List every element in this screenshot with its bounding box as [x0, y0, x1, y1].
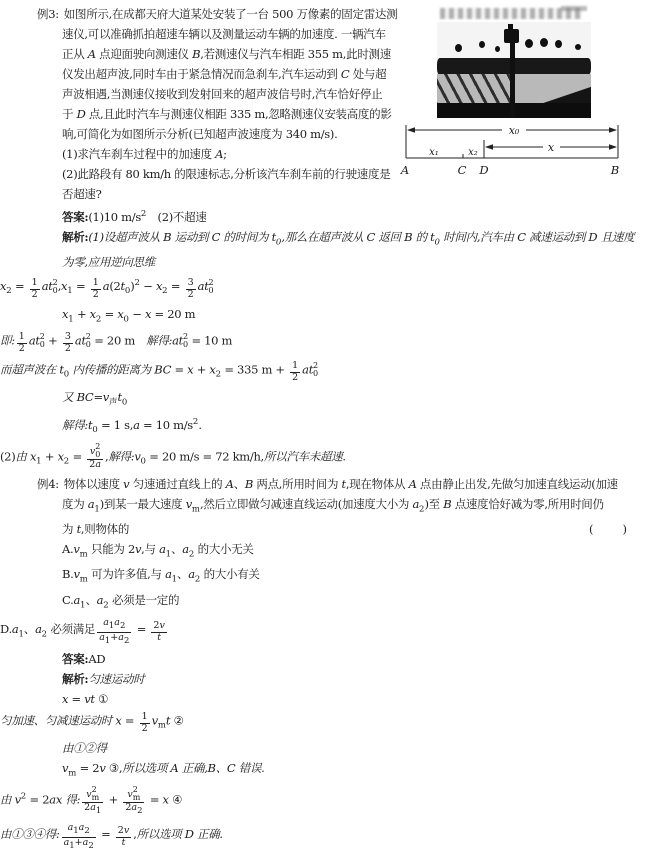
example4-analysis-1: 解析:匀速运动时	[62, 672, 145, 687]
option-d: $D.a_1$、$a_2$ 必须满足 $\frac{a_1a_2}{a_1+a_2}$ = $\frac{2v}{t}$	[0, 617, 165, 646]
equation-result-t0-a: 解得$:t_0 = 1$ s,a = 10 $m/s^2$.	[62, 416, 202, 435]
x1-label: x₁	[429, 147, 439, 158]
streetlight-icon	[479, 41, 485, 48]
conclusion-d: 由①③④得: $\frac{a_1a_2}{a_1+a_2}$ = $\frac{2v}{t}$ ,所以选项 D 正确.	[0, 822, 223, 851]
equation-1: x = vt ①	[62, 692, 109, 707]
speed-camera-photo	[437, 6, 591, 118]
example3-question-2b: 否超速?	[62, 187, 102, 201]
point-b-label: B	[610, 163, 620, 177]
example3-question-1: (1)求汽车刹车过程中的加速度 A;	[62, 147, 227, 161]
example3-question-2: (2)此路段有 80 km/h 的限速标志,分析该汽车刹车前的行驶速度是	[62, 167, 391, 181]
arrowhead	[485, 144, 493, 150]
photo-scene	[437, 22, 591, 118]
equation-bc-sound: 又 $BC=v_声t_0$	[62, 389, 128, 407]
photo-caption-blur-2	[561, 6, 587, 11]
equation-sum: $x_1 + x_2 = x_0 - x = 20$ m	[62, 306, 196, 324]
arrowhead	[609, 127, 617, 133]
streetlight-icon	[455, 44, 462, 52]
streetlight-icon	[555, 40, 562, 48]
equation-2: 匀加速、匀减速运动时 x = $\frac{1}{2}$ $v_mt$ ②	[0, 711, 184, 735]
choice-bracket: ( )	[589, 522, 629, 537]
equation-part2: (2)由 $x_1 + x_2$ = v 2 0 2a ,解得$:v_0 = 20$ m/s = 72 km/h,所以汽车未超速.	[0, 441, 346, 470]
example3-line-1: 例3: 如图所示,在成都天府大道某处安装了一台 500 万像素的固定雷达测	[37, 7, 398, 21]
example3-analysis-1: 解析:(1)设超声波从 B 运动到 C 的时间为 $t_0$,那么在超声波从 C 返回 B 的 $t_0$ 时间内,汽车由 C 减速运动到 D 且速度	[62, 229, 635, 248]
equation-3: $v_m = 2v$ ③,所以选项 A 正确,B、C 错误.	[62, 761, 265, 779]
point-c-label: C	[457, 163, 467, 177]
distance-diagram	[400, 121, 642, 179]
example3-label: 例3:	[37, 7, 59, 21]
option-b: $B.v_m$ 可为许多值,与 $a_1$、$a_2$ 的大小有关	[62, 567, 260, 585]
streetlight-icon	[525, 39, 533, 48]
x2-label: x₂	[468, 147, 478, 158]
example3-line-4: 仪发出超声波,同时车由于紧急情况而急刹车,汽车运动到 C 处与超	[62, 67, 387, 81]
example3-line-7: 响,可简化为如图所示分析(已知超声波速度为 340 m/s).	[62, 127, 338, 141]
camera-pole-icon	[510, 36, 515, 118]
equation-x2-x1: $x_2$ = $\frac{1}{2}$ at 2 0 $,x_1$ = $\frac{1}{2}$ $a(2t_0)^2 - x_2$ = $\frac{3}{2}$ at 2 0	[0, 276, 214, 300]
example3-line-3: 正从 A 点迎面驶向测速仪 B,若测速仪与汽车相距 355 m,此时测速	[62, 47, 391, 61]
example4-line-3: 为 t,则物体的 ( )	[0, 519, 645, 539]
equation-solve-at0: 即: $\frac{1}{2}$ at 2 0 + $\frac{3}{2}$ at 2 0 = 20 m 解得:at 2 0 = 10 m	[0, 330, 233, 354]
streetlight-icon	[575, 44, 581, 50]
example4-answer: 答案:AD	[62, 652, 106, 667]
equation-4: 由 $v^2 = 2ax$ 得: v 2 m $2a_1$ + v 2 m $2a_2$ = x ④	[0, 785, 183, 817]
streetlight-icon	[540, 38, 548, 47]
equation-bc-distance: 而超声波在 $t_0$ 内传播的距离为 BC = $x + x_2 = 335$ m + $\frac{1}{2}$ at 2 0	[0, 359, 319, 383]
x0-label: x₀	[508, 124, 520, 137]
example3-answer: 答案:(1)10 $m/s^2$ (2)不超速	[62, 209, 207, 224]
example4-label: 例4:	[37, 476, 59, 491]
option-c: $C.a_1$、$a_2$ 必须是一定的	[62, 592, 180, 611]
example4-line-1: 例4: 物体以速度 v 匀速通过直线上的 A、B 两点,所用时间为 t,现在物体从 A 点由静止出发,先做匀加速直线运动(加速	[37, 476, 618, 491]
example3-analysis-2: 为零,应用逆向思维	[62, 255, 155, 270]
example3-line-5: 声波相遇,当测速仪接收到发射回来的超声波信号时,汽车恰好停止	[62, 87, 383, 101]
x-label: x	[547, 141, 555, 154]
arrowhead	[407, 127, 415, 133]
example4-line-2: 度为 $a_1$)到某一最大速度 $v_m$,然后立即做匀减速直线运动(加速度大小为 $a_2$)至 B 点速度恰好减为零,所用时间仍	[62, 496, 604, 515]
derivation-12: 由①②得	[62, 741, 107, 756]
point-d-label: D	[479, 163, 489, 177]
option-a: $A.v_m$ 只能为 2v,与 $a_1$、$a_2$ 的大小无关	[62, 542, 254, 560]
diagram-svg	[400, 121, 642, 179]
arrowhead	[609, 144, 617, 150]
camera-antenna-icon	[508, 24, 513, 30]
example3-line-2: 速仪,可以准确抓拍超速车辆以及测量运动车辆的加速度. 一辆汽车	[62, 27, 386, 41]
camera-head-icon	[504, 29, 519, 43]
streetlight-icon	[495, 46, 500, 52]
example3-line-6: 于 D 点,且此时汽车与测速仪相距 335 m,忽略测速仪安装高度的影	[62, 107, 392, 121]
point-a-label: A	[400, 163, 410, 177]
